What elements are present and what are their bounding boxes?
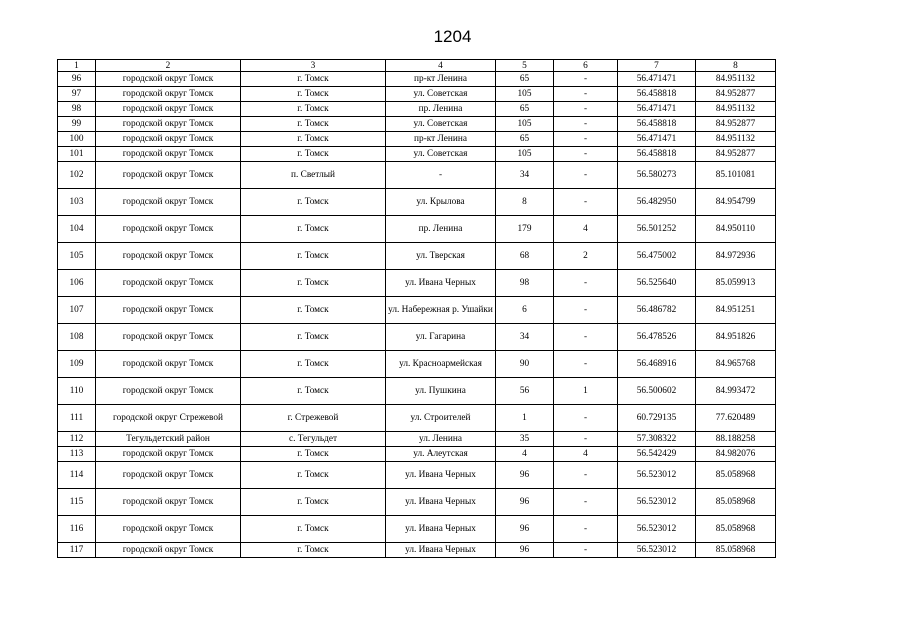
table-cell: с. Тегульдет	[241, 432, 386, 447]
table-cell: городской округ Томск	[96, 87, 241, 102]
table-cell: городской округ Томск	[96, 516, 241, 543]
table-row	[58, 489, 776, 516]
table-cell: 110	[58, 378, 96, 405]
table-cell: 85.101081	[696, 162, 776, 189]
table-cell: 65	[496, 102, 554, 117]
table-cell: ул. Советская	[386, 147, 496, 162]
table-cell: 56.471471	[618, 132, 696, 147]
table-cell: -	[554, 405, 618, 432]
table-cell: ул. Ивана Черных	[386, 462, 496, 489]
table-cell: 56.523012	[618, 489, 696, 516]
table-cell: городской округ Томск	[96, 117, 241, 132]
table-cell: 103	[58, 189, 96, 216]
table-cell: г. Томск	[241, 243, 386, 270]
table-cell: г. Томск	[241, 489, 386, 516]
table-cell: пр. Ленина	[386, 102, 496, 117]
table-cell: городской округ Томск	[96, 543, 241, 558]
table-cell: 56.523012	[618, 516, 696, 543]
table-cell: 56	[496, 378, 554, 405]
table-cell: г. Томск	[241, 378, 386, 405]
table-cell: 56.523012	[618, 462, 696, 489]
table-cell: 96	[58, 72, 96, 87]
table-cell: городской округ Томск	[96, 378, 241, 405]
table-cell: 56.478526	[618, 324, 696, 351]
table-cell: городской округ Томск	[96, 324, 241, 351]
table-cell: городской округ Томск	[96, 189, 241, 216]
table-cell: ул. Тверская	[386, 243, 496, 270]
table-cell: 34	[496, 162, 554, 189]
table-cell: пр-кт Ленина	[386, 72, 496, 87]
table-cell: 56.458818	[618, 117, 696, 132]
table-cell: 2	[554, 243, 618, 270]
table-cell: п. Светлый	[241, 162, 386, 189]
table-cell: пр-кт Ленина	[386, 132, 496, 147]
table-cell: городской округ Томск	[96, 216, 241, 243]
table-cell: ул. Ленина	[386, 432, 496, 447]
table-row	[58, 324, 776, 351]
table-cell: -	[554, 87, 618, 102]
table-cell: г. Томск	[241, 189, 386, 216]
table-cell: -	[554, 516, 618, 543]
table-cell: 101	[58, 147, 96, 162]
table-cell: ул. Ивана Черных	[386, 489, 496, 516]
table-row	[58, 447, 776, 462]
table-cell: ул. Строителей	[386, 405, 496, 432]
table-cell: 65	[496, 72, 554, 87]
table-row	[58, 351, 776, 378]
table-cell: -	[554, 297, 618, 324]
table-row	[58, 132, 776, 147]
table-cell: 84.951132	[696, 132, 776, 147]
table-row	[58, 297, 776, 324]
table-cell: 56.486782	[618, 297, 696, 324]
table-row	[58, 432, 776, 447]
table-cell: 115	[58, 489, 96, 516]
table-row	[58, 72, 776, 87]
table-row	[58, 243, 776, 270]
table-cell: 56.580273	[618, 162, 696, 189]
table-cell: городской округ Томск	[96, 447, 241, 462]
table-cell: г. Томск	[241, 447, 386, 462]
table-cell: ул. Набережная р. Ушайки	[386, 297, 496, 324]
table-cell: 1	[496, 405, 554, 432]
table-cell: 56.475002	[618, 243, 696, 270]
table-cell: 85.058968	[696, 516, 776, 543]
table-cell: 1	[554, 378, 618, 405]
table-cell: 85.058968	[696, 462, 776, 489]
table-cell: ул. Ивана Черных	[386, 543, 496, 558]
table-cell: 56.471471	[618, 102, 696, 117]
table-cell: 56.501252	[618, 216, 696, 243]
table-cell: 90	[496, 351, 554, 378]
table-row	[58, 405, 776, 432]
table-cell: -	[554, 324, 618, 351]
table-cell: городской округ Томск	[96, 243, 241, 270]
table-cell: г. Томск	[241, 117, 386, 132]
table-cell: г. Томск	[241, 72, 386, 87]
table-cell: г. Томск	[241, 351, 386, 378]
table-cell: ул. Ивана Черных	[386, 516, 496, 543]
table-cell: 96	[496, 489, 554, 516]
table-cell: -	[554, 270, 618, 297]
table-cell: 107	[58, 297, 96, 324]
table-cell: 114	[58, 462, 96, 489]
page-number: 1204	[433, 27, 472, 46]
table-row	[58, 378, 776, 405]
table-cell: г. Томск	[241, 132, 386, 147]
table-cell: 85.059913	[696, 270, 776, 297]
table-cell: 96	[496, 462, 554, 489]
table-row	[58, 216, 776, 243]
table-cell: 56.468916	[618, 351, 696, 378]
table-row	[58, 516, 776, 543]
table-cell: 84.952877	[696, 117, 776, 132]
table-cell: г. Томск	[241, 147, 386, 162]
table-cell: городской округ Томск	[96, 297, 241, 324]
table-cell: 111	[58, 405, 96, 432]
table-cell: ул. Крылова	[386, 189, 496, 216]
table-cell: 85.058968	[696, 543, 776, 558]
table-row	[58, 543, 776, 558]
table-cell: 84.951251	[696, 297, 776, 324]
table-cell: 105	[496, 147, 554, 162]
table-cell: городской округ Томск	[96, 102, 241, 117]
table-cell: 96	[496, 516, 554, 543]
table-cell: 4	[554, 447, 618, 462]
table-cell: 84.965768	[696, 351, 776, 378]
table-cell: Тегульдетский район	[96, 432, 241, 447]
table-cell: ул. Гагарина	[386, 324, 496, 351]
table-cell: 57.308322	[618, 432, 696, 447]
table-cell: 84.951826	[696, 324, 776, 351]
column-header-3: 3	[241, 60, 386, 72]
table-cell: городской округ Томск	[96, 132, 241, 147]
table-cell: городской округ Томск	[96, 462, 241, 489]
table-cell: 84.951132	[696, 72, 776, 87]
table-cell: 84.982076	[696, 447, 776, 462]
table-cell: г. Стрежевой	[241, 405, 386, 432]
table-cell: ул. Красноармейская	[386, 351, 496, 378]
table-cell: -	[554, 72, 618, 87]
table-cell: -	[554, 132, 618, 147]
table-cell: 56.471471	[618, 72, 696, 87]
table-cell: -	[554, 543, 618, 558]
table-cell: 117	[58, 543, 96, 558]
table-cell: 4	[496, 447, 554, 462]
table-cell: -	[554, 351, 618, 378]
table-row	[58, 462, 776, 489]
table-cell: 84.950110	[696, 216, 776, 243]
table-cell: 99	[58, 117, 96, 132]
table-cell: 65	[496, 132, 554, 147]
table-cell: 108	[58, 324, 96, 351]
table-cell: ул. Алеутская	[386, 447, 496, 462]
table-cell: -	[554, 462, 618, 489]
column-header-4: 4	[386, 60, 496, 72]
table-cell: 56.482950	[618, 189, 696, 216]
table-cell: 56.542429	[618, 447, 696, 462]
table-cell: 84.972936	[696, 243, 776, 270]
table-cell: городской округ Томск	[96, 489, 241, 516]
table-body	[58, 72, 776, 558]
table-cell: 113	[58, 447, 96, 462]
table-cell: городской округ Стрежевой	[96, 405, 241, 432]
header-row	[58, 60, 776, 72]
table-row	[58, 189, 776, 216]
registry-table	[57, 59, 776, 558]
table-cell: г. Томск	[241, 87, 386, 102]
table-cell: -	[554, 189, 618, 216]
table-cell: 68	[496, 243, 554, 270]
table-cell: -	[386, 162, 496, 189]
table-cell: 85.058968	[696, 489, 776, 516]
table-cell: 105	[496, 87, 554, 102]
table-cell: 106	[58, 270, 96, 297]
table-row	[58, 102, 776, 117]
table-cell: -	[554, 432, 618, 447]
table-cell: городской округ Томск	[96, 351, 241, 378]
table-cell: 98	[496, 270, 554, 297]
column-header-5: 5	[496, 60, 554, 72]
table-cell: г. Томск	[241, 102, 386, 117]
table-cell: 56.523012	[618, 543, 696, 558]
table-cell: 109	[58, 351, 96, 378]
column-header-7: 7	[618, 60, 696, 72]
table-cell: пр. Ленина	[386, 216, 496, 243]
table-cell: г. Томск	[241, 216, 386, 243]
table-cell: городской округ Томск	[96, 162, 241, 189]
table-cell: 8	[496, 189, 554, 216]
table-cell: г. Томск	[241, 462, 386, 489]
table-cell: г. Томск	[241, 543, 386, 558]
table-cell: 34	[496, 324, 554, 351]
table-cell: 84.951132	[696, 102, 776, 117]
table-cell: 35	[496, 432, 554, 447]
table-cell: ул. Советская	[386, 87, 496, 102]
column-header-2: 2	[96, 60, 241, 72]
table-cell: 56.458818	[618, 87, 696, 102]
column-header-6: 6	[554, 60, 618, 72]
table-cell: 98	[58, 102, 96, 117]
table-cell: 56.500602	[618, 378, 696, 405]
table-row	[58, 117, 776, 132]
table-cell: -	[554, 147, 618, 162]
table-cell: ул. Пушкина	[386, 378, 496, 405]
table-cell: -	[554, 117, 618, 132]
table-cell: городской округ Томск	[96, 147, 241, 162]
table-cell: 84.993472	[696, 378, 776, 405]
table-cell: 105	[58, 243, 96, 270]
table-cell: -	[554, 489, 618, 516]
table-cell: 6	[496, 297, 554, 324]
column-header-1: 1	[58, 60, 96, 72]
table-cell: 77.620489	[696, 405, 776, 432]
table-cell: 4	[554, 216, 618, 243]
table-cell: -	[554, 102, 618, 117]
table-cell: ул. Ивана Черных	[386, 270, 496, 297]
table-cell: 102	[58, 162, 96, 189]
table-cell: 179	[496, 216, 554, 243]
table-row	[58, 270, 776, 297]
table-cell: г. Томск	[241, 297, 386, 324]
table-cell: 105	[496, 117, 554, 132]
table-cell: 96	[496, 543, 554, 558]
table-cell: -	[554, 162, 618, 189]
table-cell: 112	[58, 432, 96, 447]
table-cell: ул. Советская	[386, 117, 496, 132]
table-cell: 88.188258	[696, 432, 776, 447]
table-cell: 100	[58, 132, 96, 147]
table-cell: г. Томск	[241, 516, 386, 543]
table-row	[58, 147, 776, 162]
table-cell: 97	[58, 87, 96, 102]
table-row	[58, 87, 776, 102]
table-cell: 56.458818	[618, 147, 696, 162]
table-cell: 84.952877	[696, 87, 776, 102]
table-cell: городской округ Томск	[96, 72, 241, 87]
table-cell: 84.952877	[696, 147, 776, 162]
table-cell: 60.729135	[618, 405, 696, 432]
table-cell: г. Томск	[241, 270, 386, 297]
table-row	[58, 162, 776, 189]
table-cell: городской округ Томск	[96, 270, 241, 297]
column-header-8: 8	[696, 60, 776, 72]
table-cell: 84.954799	[696, 189, 776, 216]
table-cell: 116	[58, 516, 96, 543]
table-cell: г. Томск	[241, 324, 386, 351]
table-cell: 104	[58, 216, 96, 243]
table-cell: 56.525640	[618, 270, 696, 297]
